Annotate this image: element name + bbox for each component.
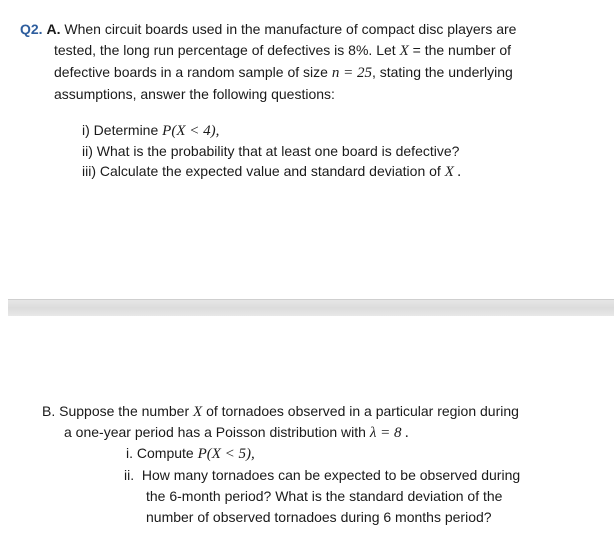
sub-label: iii) [82,163,96,179]
part-a-line-2 [54,40,511,61]
part-b-text-1a: Suppose the number [59,403,190,419]
sub-text: Compute [136,445,194,461]
lambda-math: λ = 8 . [369,425,409,441]
part-a-line-3 [54,62,513,83]
section-divider [8,299,614,316]
sub-text: the 6-month period? What is the standard deviation of the [146,488,503,504]
part-b-text-1b: of tornadoes observed in a particular region during [206,403,519,419]
part-b-label: B. [42,403,56,419]
sub-text: How many tornadoes can be expected to be observed during [141,467,521,483]
sub-text: Determine [93,122,159,138]
part-a-text-1: When circuit boards used in the manufacture of compact disc players are [64,21,517,37]
sub-text: number of observed tornadoes during 6 months period? [146,509,492,525]
part-b-line-1 [42,401,519,422]
sub-question-a-iii [82,161,461,182]
sub-question-b-i [126,443,255,464]
sub-label: i) [82,122,90,138]
sub-label: ii. [124,467,135,483]
sub-text: What is the probability that at least one board is defective? [96,143,460,159]
sub-question-a-ii [82,141,459,161]
part-a-line-1 [20,19,516,39]
part-b-text-2a: a one-year period has a Poisson distribution with [64,424,366,440]
part-a-line-4 [54,84,335,104]
part-a-text-3b: , stating the underlying [371,64,513,80]
part-a-label: A. [46,21,61,37]
sample-size-math: n = 25 [331,65,372,81]
sub-question-a-i [82,120,219,141]
sub-math: X . [444,164,462,180]
sub-text: Calculate the expected value and standard deviation of [99,163,441,179]
variable-x: X [193,404,203,420]
sub-math: P(X < 4), [162,123,220,139]
variable-x: X [399,43,409,59]
question-label: Q2. [20,21,43,37]
part-a-text-4: assumptions, answer the following questions: [54,86,335,102]
sub-math: P(X < 5), [197,446,255,462]
part-a-text-3a: defective boards in a random sample of size [54,64,328,80]
part-b-line-2 [64,422,409,443]
sub-question-b-ii-line-1 [124,465,520,485]
sub-question-b-ii-line-3 [146,507,492,527]
part-a-text-2b: = the number of [412,42,512,58]
sub-label: i. [126,445,133,461]
sub-question-b-ii-line-2 [146,486,502,506]
sub-label: ii) [82,143,93,159]
part-a-text-2a: tested, the long run percentage of defectives is 8%. Let [54,42,396,58]
